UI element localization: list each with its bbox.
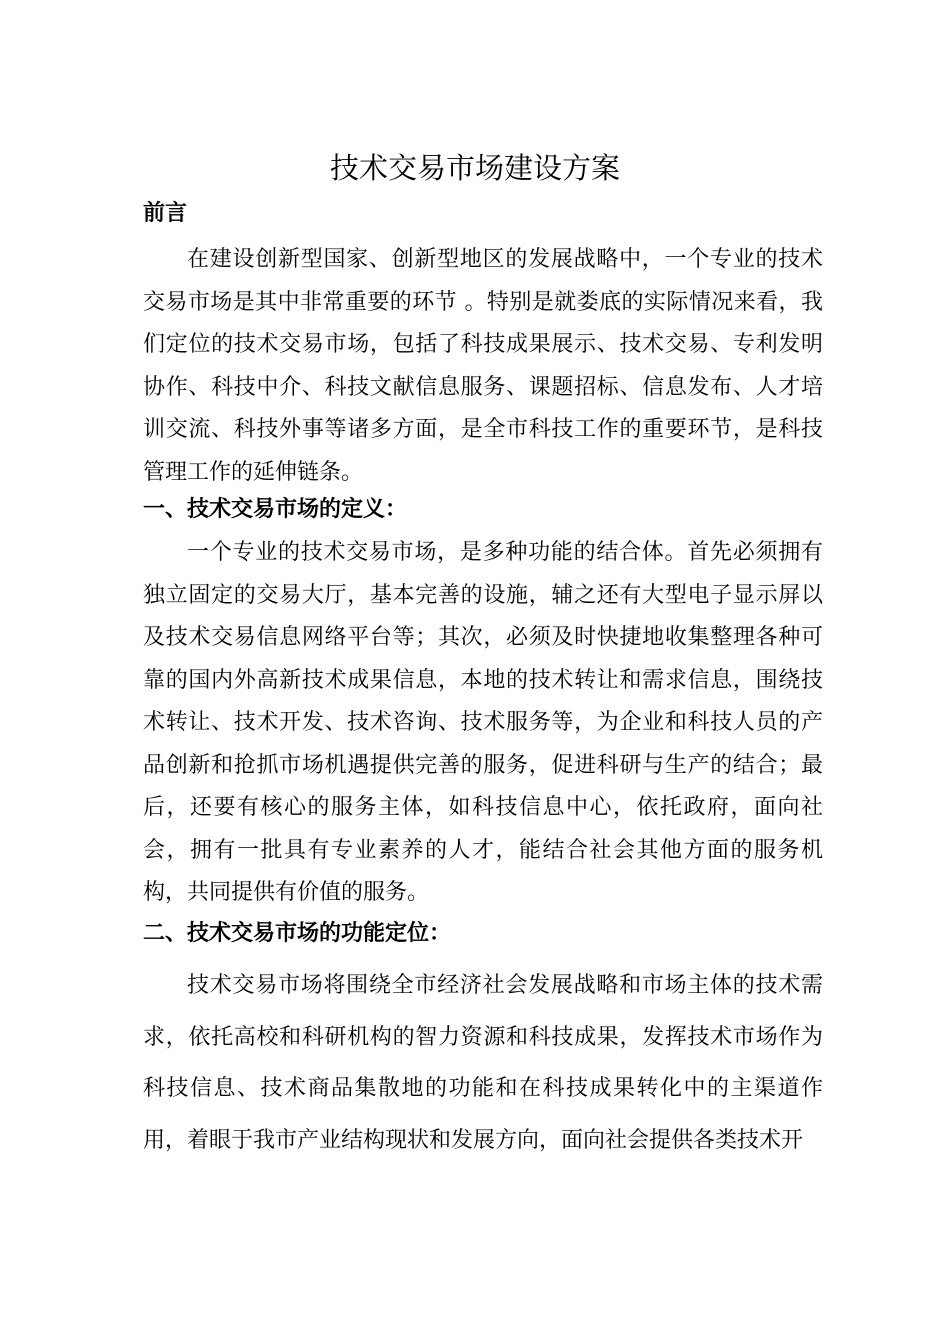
section-heading-function: 二、技术交易市场的功能定位： (143, 921, 452, 946)
document-title: 技术交易市场建设方案 (329, 151, 620, 185)
section-paragraph-function: 技术交易市场将围绕全市经济社会发展战略和市场主体的技术需求，依托高校和科研机构的智力资源和科技成果，发挥技术市场作为科技信息、技术商品集散地的功能和在科技成果转化中的主渠道作用，着眼于我市产业结构现状和发展方向，面向社会提供各类技术开 (143, 973, 823, 1153)
section-paragraph-definition: 一个专业的技术交易市场，是多种功能的结合体。首先必须拥有独立固定的交易大厅，基本完善的设施，辅之还有大型电子显示屏以及技术交易信息网络平台等；其次，必须及时快捷地收集整理各种可靠的国内外高新技术成果信息，本地的技术转让和需求信息，围绕技术转让、技术开发、技术咨询、技术服务等，为企业和科技人员的产品创新和抢抓市场机遇提供完善的服务，促进科研与生产的结合；最后，还要有核心的服务主体，如科技信息中心，依托政府，面向社会，拥有一批具有专业素养的人才，能结合社会其他方面的服务机构，共同提供有价值的服务。 (143, 540, 823, 905)
section-heading-definition: 一、技术交易市场的定义： (143, 497, 408, 522)
section-paragraph-preface: 在建设创新型国家、创新型地区的发展战略中，一个专业的技术交易市场是其中非常重要的环节 。特别是就娄底的实际情况来看，我们定位的技术交易市场，包括了科技成果展示、技术交易、专利发明协作、科技中介、科技文献信息服务、课题招标、信息发布、人才培训交流、科技外事等诸多方面，是全市科技工作的重要环节，是科技管理工作的延伸链条。 (143, 247, 823, 485)
section-heading-preface: 前言 (143, 201, 188, 226)
